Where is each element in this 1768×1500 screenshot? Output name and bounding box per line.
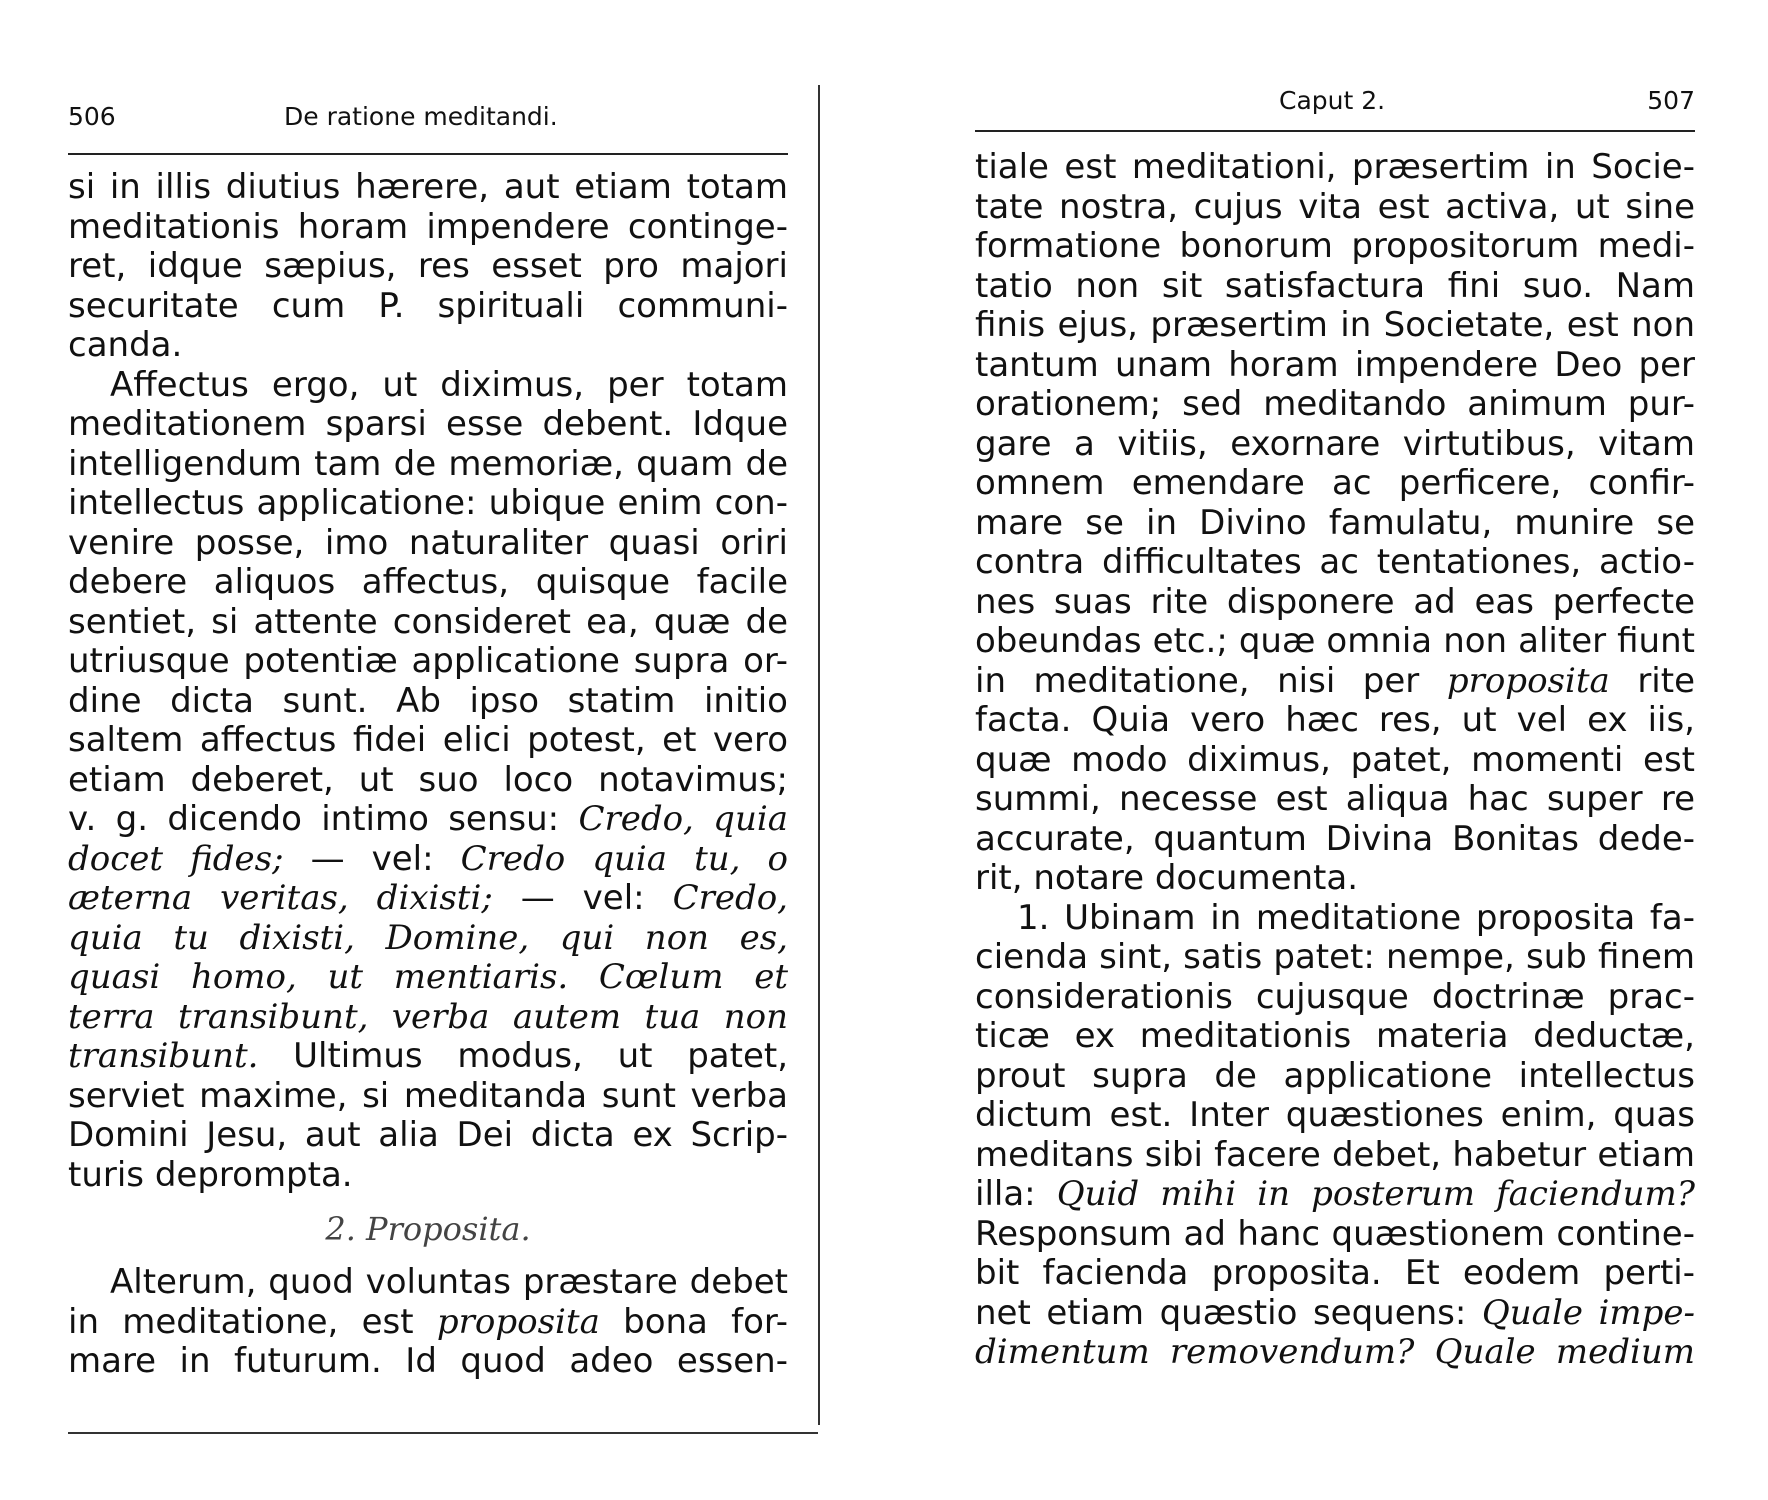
- text-line: etiam deberet, ut suo loco notavimus;: [68, 760, 788, 800]
- left-page-number: 506: [68, 102, 116, 131]
- text-line: intelligendum tam de memoriæ, quam de: [68, 444, 788, 484]
- text-line: canda.: [68, 326, 183, 365]
- right-running-head: [975, 78, 1695, 118]
- text-line: meditationem sparsi esse debent. Idque: [68, 405, 788, 444]
- text-line: mare in futurum. Id quod adeo essen-: [68, 1342, 788, 1381]
- text-line: cienda sint, satis patet: nempe, sub finem: [975, 938, 1695, 977]
- text-line: contra difficultates ac tentationes, actio-: [975, 543, 1695, 582]
- text-line: Responsum ad hanc quæstionem contine-: [975, 1214, 1695, 1254]
- text-line: meditationis horam impendere continge-: [68, 207, 788, 247]
- footer-rule: [68, 1432, 818, 1434]
- text-line: finis ejus, præsertim in Societate, est non: [975, 306, 1695, 345]
- text-line: Domini Jesu, aut alia Dei dicta ex Scrip-: [68, 1116, 788, 1155]
- text-line: illa: Quid mihi in posterum faciendum?: [975, 1175, 1695, 1214]
- text-line: meditans sibi facere debet, habetur etiam: [975, 1135, 1695, 1175]
- text-line: facta. Quia vero hæc res, ut vel ex iis,: [975, 701, 1695, 740]
- text-line: ticæ ex meditationis materia deductæ,: [975, 1017, 1695, 1056]
- text-line: terra transibunt, verba autem tua non: [68, 997, 788, 1037]
- text-line: dimentum removendum? Quale medium: [975, 1333, 1695, 1372]
- left-running-head: [68, 94, 788, 134]
- text-line: saltem affectus fidei elici potest, et vero: [68, 721, 788, 760]
- right-header-rule: [975, 130, 1695, 132]
- page-gutter-divider: [818, 85, 820, 1425]
- text-line: debere aliquos affectus, quisque facile: [68, 563, 788, 602]
- text-line: si in illis diutius hærere, aut etiam totam: [68, 168, 788, 207]
- text-line: docet fides; — vel: Credo quia tu, o: [68, 839, 788, 879]
- text-line: venire posse, imo naturaliter quasi oriri: [68, 523, 788, 563]
- text-line: intellectus applicatione: ubique enim con-: [68, 484, 788, 523]
- text-line: dine dicta sunt. Ab ipso statim initio: [68, 681, 788, 721]
- text-line: Affectus ergo, ut diximus, per totam: [110, 365, 788, 405]
- left-body-text: [68, 168, 788, 1382]
- text-line: v. g. dicendo intimo sensu: Credo, quia: [68, 800, 788, 839]
- right-body-text: [975, 148, 1695, 1373]
- text-line: obeundas etc.; quæ omnia non aliter fiunt: [975, 622, 1695, 661]
- text-line: utriusque potentiæ applicatione supra or-: [68, 642, 788, 681]
- text-line: in meditatione, nisi per proposita rite: [975, 661, 1695, 701]
- text-line: prout supra de applicatione intellectus: [975, 1056, 1695, 1096]
- text-line: summi, necesse est aliqua hac super re: [975, 780, 1695, 819]
- text-line: transibunt. Ultimus modus, ut patet,: [68, 1037, 788, 1076]
- text-line: quia tu dixisti, Domine, qui non es,: [68, 918, 788, 958]
- text-line: mare se in Divino famulatu, munire se: [975, 503, 1695, 543]
- text-line: æterna veritas, dixisti; — vel: Credo,: [68, 879, 788, 918]
- text-line: in meditatione, est proposita bona for-: [68, 1302, 788, 1342]
- text-line: bit facienda proposita. Et eodem perti-: [975, 1254, 1695, 1293]
- text-line: accurate, quantum Divina Bonitas dede-: [975, 819, 1695, 859]
- text-line: tantum unam horam impendere Deo per: [975, 345, 1695, 385]
- text-line: quasi homo, ut mentiaris. Cœlum et: [68, 958, 788, 997]
- text-line: nes suas rite disponere ad eas perfecte: [975, 582, 1695, 622]
- text-line: quæ modo diximus, patet, momenti est: [975, 740, 1695, 780]
- text-line: securitate cum P. spirituali communi-: [68, 286, 788, 326]
- text-line: net etiam quæstio sequens: Quale impe-: [975, 1293, 1695, 1333]
- text-line: dictum est. Inter quæstiones enim, quas: [975, 1096, 1695, 1135]
- text-line: rit, notare documenta.: [975, 859, 1359, 898]
- text-line: Alterum, quod voluntas præstare debet: [110, 1263, 788, 1302]
- text-line: tatio non sit satisfactura fini suo. Nam: [975, 266, 1695, 306]
- right-running-title: Caput 2.: [1279, 86, 1386, 115]
- text-line: turis deprompta.: [68, 1155, 353, 1195]
- section-heading: 2. Proposita.: [325, 1210, 531, 1248]
- text-line: formatione bonorum propositorum medi-: [975, 227, 1695, 266]
- text-line: orationem; sed meditando animum pur-: [975, 385, 1695, 424]
- text-line: sentiet, si attente consideret ea, quæ de: [68, 602, 788, 642]
- left-header-rule: [68, 153, 788, 155]
- text-line: ret, idque sæpius, res esset pro majori: [68, 247, 788, 286]
- text-line: gare a vitiis, exornare virtutibus, vitam: [975, 424, 1695, 464]
- left-running-title: De ratione meditandi.: [284, 102, 558, 131]
- text-line: omnem emendare ac perficere, confir-: [975, 464, 1695, 503]
- text-line: considerationis cujusque doctrinæ prac-: [975, 977, 1695, 1017]
- text-line: serviet maxime, si meditanda sunt verba: [68, 1076, 788, 1116]
- text-line: tate nostra, cujus vita est activa, ut sine: [975, 187, 1695, 227]
- text-line: 1. Ubinam in meditatione proposita fa-: [1017, 898, 1695, 938]
- right-page-number: 507: [1647, 86, 1695, 115]
- text-line: tiale est meditationi, præsertim in Socie-: [975, 148, 1695, 187]
